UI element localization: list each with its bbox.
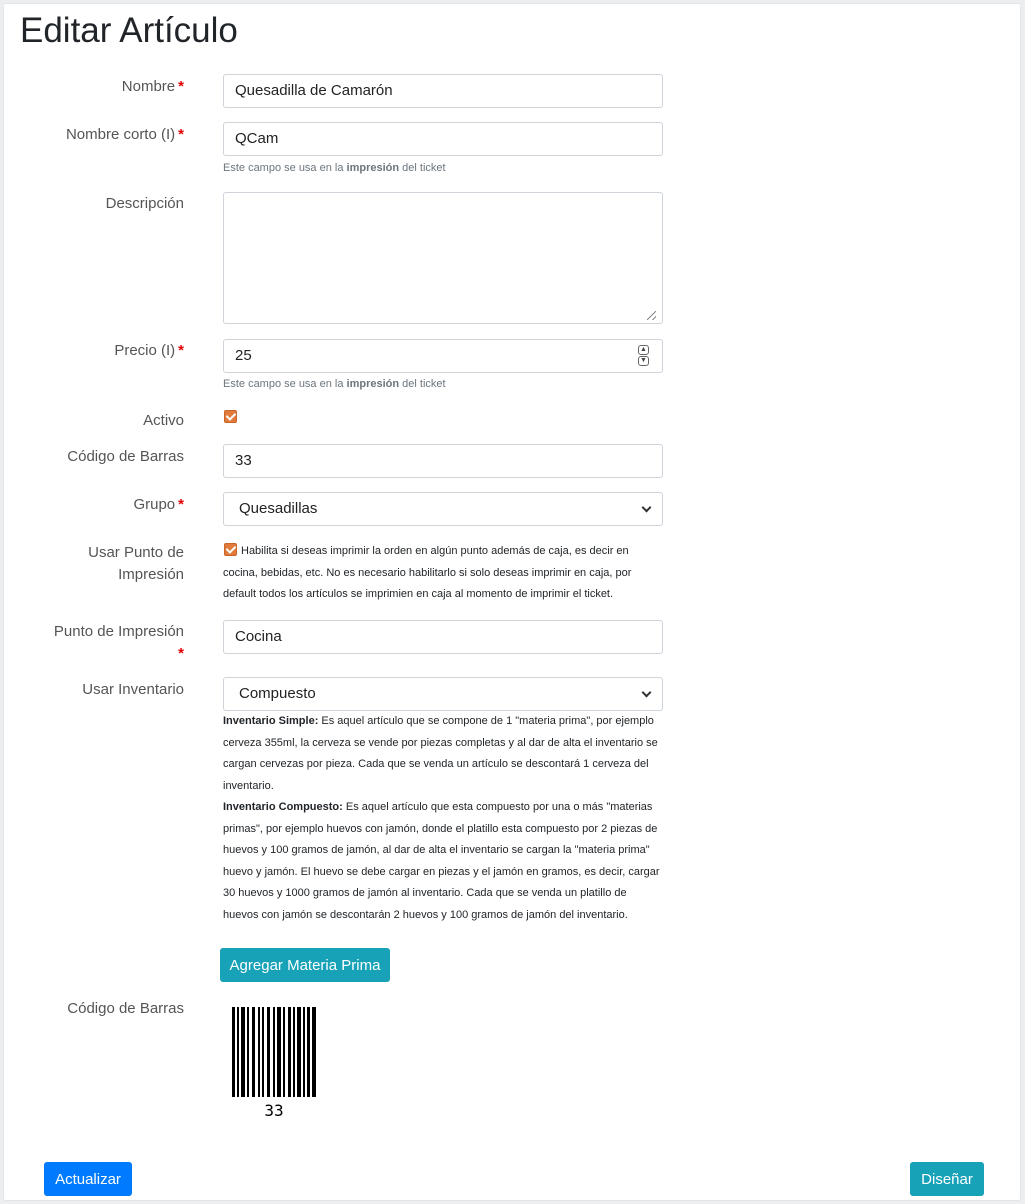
activo-checkbox[interactable] <box>224 410 237 423</box>
punto-impresion-label: Punto de Impresión * <box>53 623 184 662</box>
grupo-label: Grupo * <box>133 496 184 513</box>
punto-impresion-input[interactable]: Cocina <box>223 620 663 654</box>
agregar-materia-prima-button[interactable]: Agregar Materia Prima <box>220 948 390 982</box>
precio-help: Este campo se usa en la impresión del ticket <box>223 378 446 390</box>
nombre-corto-help: Este campo se usa en la impresión del ticket <box>223 162 446 174</box>
barcode-preview-label: Código de Barras <box>67 1000 184 1017</box>
spinner-up-icon[interactable]: ▲ <box>638 345 649 355</box>
grupo-select[interactable]: Quesadillas <box>223 492 663 526</box>
inventario-compuesto-help: Inventario Compuesto: Es aquel artículo que esta compuesto por una o más "materias primas", por ejemplo huevos con jamón, donde el platillo esta compuesto por 2 piezas de huevos y 100 gramos de jamón, al dar de alta el inventario se cargan la "materia prima" huevo y jamón. El huevo se debe cargar en piezas y el jamón en gramos, es decir, cargar 30 huevos y 1000 gramos de jamón al inventario. Cada que se venda un platillo de huevos con jamón se descontarán 2 huevos y 100 gramos de jamón del inventario. <box>223 801 660 921</box>
activo-label: Activo <box>143 412 184 429</box>
codigo-barras-label: Código de Barras <box>67 448 184 465</box>
usar-punto-impresion-help: Habilita si deseas imprimir la orden en algún punto además de caja, es decir en cocina, bebidas, etc. No es necesario habilitarlo si solo deseas imprimir en caja, por default todos los artículos se imprimien en caja al momento de imprimir el ticket. <box>223 545 632 600</box>
edit-article-card <box>3 3 1021 1201</box>
inventario-simple-help: Inventario Simple: Es aquel artículo que se compone de 1 "materia prima", por ejemplo cerveza 355ml, la cerveza se vende por piezas completas y al dar de alta el inventario se cargan cervezas por pieza. Cada que se venda un artículo se descontará 1 cerveza del inventario. <box>223 715 658 792</box>
usar-inventario-label: Usar Inventario <box>82 681 184 698</box>
chevron-down-icon <box>642 503 652 513</box>
number-spinner[interactable] <box>638 345 650 367</box>
codigo-barras-input[interactable]: 33 <box>223 444 663 478</box>
nombre-corto-label: Nombre corto (I) * <box>65 126 184 143</box>
nombre-corto-input[interactable]: QCam <box>223 122 663 156</box>
resize-grip-icon[interactable] <box>647 311 656 320</box>
descripcion-textarea[interactable] <box>223 192 663 324</box>
descripcion-label: Descripción <box>105 195 184 212</box>
nombre-label: Nombre * <box>121 78 184 95</box>
barcode-number: 33 <box>264 1101 284 1120</box>
actualizar-button[interactable]: Actualizar <box>44 1162 132 1196</box>
usar-inventario-select[interactable]: Compuesto <box>223 677 663 711</box>
precio-input[interactable]: 25 ▲ ▼ <box>223 339 663 373</box>
barcode-image <box>232 1007 316 1097</box>
chevron-down-icon <box>642 688 652 698</box>
page-title: Editar Artículo <box>20 11 238 50</box>
precio-label: Precio (I) * <box>114 342 184 359</box>
disenar-button[interactable]: Diseñar <box>910 1162 984 1196</box>
usar-punto-impresion-label: Usar Punto de Impresión <box>88 544 184 583</box>
nombre-input[interactable]: Quesadilla de Camarón <box>223 74 663 108</box>
spinner-down-icon[interactable]: ▼ <box>638 356 649 366</box>
